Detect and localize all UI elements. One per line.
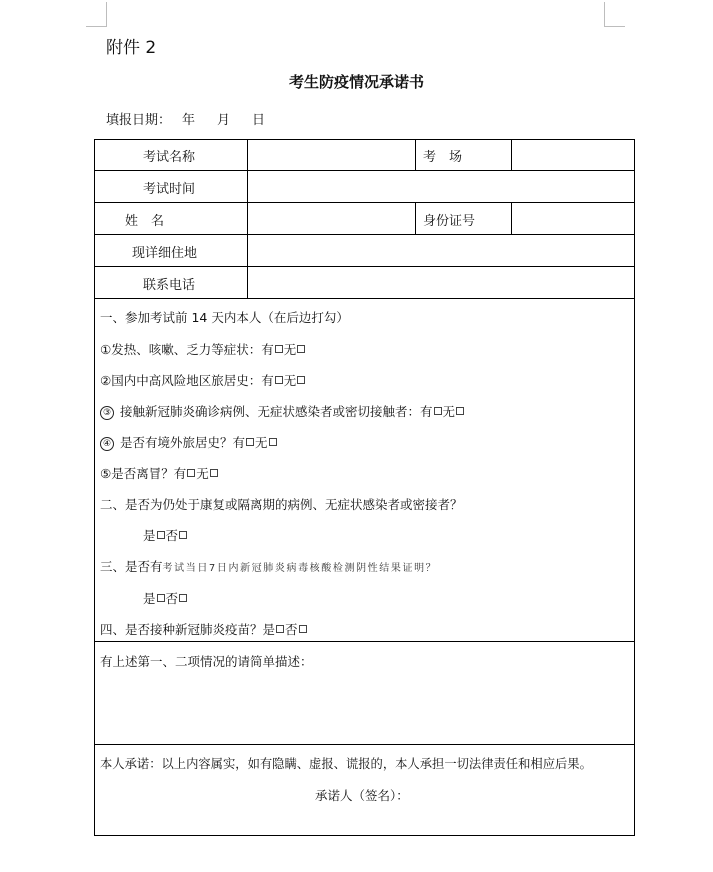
- item-number: ①: [100, 342, 112, 357]
- item-number: ③: [100, 406, 114, 420]
- table-rule: [95, 234, 634, 235]
- q1-item-4: [100, 435, 278, 451]
- item-text: 是否离冒？有: [111, 466, 187, 481]
- q3-prefix: 三、是否有: [100, 559, 163, 574]
- document-title: 考生防疫情况承诺书: [288, 73, 424, 91]
- table-divider: [415, 202, 416, 234]
- yes-checkbox[interactable]: [434, 407, 442, 415]
- page-corner-mark-right: [604, 2, 625, 27]
- no-label: 无: [196, 466, 209, 481]
- q4-question: 四、是否接种新冠肺炎疫苗？是: [100, 622, 276, 637]
- attachment-label: 附件 2: [106, 38, 157, 58]
- table-divider: [415, 140, 416, 170]
- item-text: 是否有境外旅居史？有: [120, 435, 246, 450]
- q4-text: [100, 622, 308, 638]
- pledge-statement: 本人承诺：以上内容属实，如有隐瞒、虚报、谎报的，本人承担一切法律责任和相应后果。: [100, 757, 592, 771]
- no-label: 否: [165, 528, 179, 543]
- no-checkbox[interactable]: [210, 469, 218, 477]
- yes-checkbox[interactable]: [276, 625, 284, 633]
- signer-label: 承诺人（签名）：: [315, 788, 409, 803]
- address-label: 现详细住地: [132, 246, 198, 261]
- item-number: ④: [100, 437, 114, 451]
- fill-date-month: 月: [217, 113, 231, 128]
- q2-answer: [143, 528, 188, 544]
- q2-text: 二、是否为仍处于康复或隔离期的病例、无症状感染者或密接者？: [100, 497, 463, 512]
- describe-label: 有上述第一、二项情况的请简单描述：: [100, 654, 313, 669]
- exam-site-label: 考 场: [423, 150, 463, 165]
- yes-label: 是: [143, 528, 156, 543]
- yes-checkbox[interactable]: [246, 438, 254, 446]
- item-text: 国内中高风险地区旅居史：有: [111, 373, 274, 388]
- q3-note: 考试当日7日内新冠肺炎病毒核酸检测阴性结果证明？: [162, 563, 438, 574]
- no-label: 无: [442, 404, 456, 419]
- exam-time-label: 考试时间: [143, 182, 196, 197]
- phone-label: 联系电话: [143, 278, 196, 293]
- page-corner-mark-left: [86, 2, 107, 27]
- q1-item-2: [100, 373, 306, 389]
- no-checkbox[interactable]: [297, 376, 305, 384]
- table-divider: [247, 140, 248, 298]
- item-text: 接触新冠肺炎确诊病例、无症状感染者或密切接触者：有: [120, 404, 433, 419]
- yes-checkbox[interactable]: [275, 376, 283, 384]
- q1-item-1: [100, 342, 306, 358]
- q3-text: [100, 559, 437, 577]
- no-checkbox[interactable]: [179, 531, 187, 539]
- fill-date-year: 年: [182, 113, 196, 128]
- yes-checkbox[interactable]: [157, 594, 165, 602]
- no-checkbox[interactable]: [299, 625, 307, 633]
- fill-date-day: 日: [252, 113, 266, 128]
- table-divider: [511, 202, 512, 234]
- table-rule: [95, 744, 634, 745]
- no-checkbox[interactable]: [456, 407, 464, 415]
- table-divider: [511, 140, 512, 170]
- no-label: 否: [165, 591, 179, 606]
- q1-item-3: [100, 404, 465, 420]
- no-checkbox[interactable]: [297, 345, 305, 353]
- yes-checkbox[interactable]: [275, 345, 283, 353]
- q1-item-5: [100, 466, 219, 482]
- no-checkbox[interactable]: [269, 438, 277, 446]
- item-number: ②: [100, 373, 112, 388]
- table-rule: [95, 266, 634, 267]
- no-checkbox[interactable]: [179, 594, 187, 602]
- id-number-label: 身份证号: [423, 214, 476, 229]
- table-rule: [95, 641, 634, 642]
- no-label: 无: [283, 373, 297, 388]
- yes-checkbox[interactable]: [187, 469, 195, 477]
- q1-heading: 一、参加考试前 14 天内本人（在后边打勾）: [100, 310, 349, 325]
- no-label: 无: [255, 435, 268, 450]
- item-text: 发热、咳嗽、乏力等症状：有: [111, 342, 274, 357]
- table-rule: [95, 202, 634, 203]
- fill-date-line: [106, 109, 265, 128]
- no-label: 否: [285, 622, 298, 637]
- no-label: 无: [283, 342, 297, 357]
- item-number: ⑤: [100, 466, 112, 481]
- q3-answer: [143, 591, 188, 607]
- exam-name-label: 考试名称: [143, 150, 196, 165]
- table-rule: [95, 170, 634, 171]
- fill-date-label: 填报日期：: [106, 113, 172, 128]
- pledge-form-table: [94, 139, 635, 836]
- name-label: 姓 名: [125, 214, 165, 229]
- yes-label: 是: [143, 591, 156, 606]
- table-rule: [95, 298, 634, 299]
- yes-checkbox[interactable]: [157, 531, 165, 539]
